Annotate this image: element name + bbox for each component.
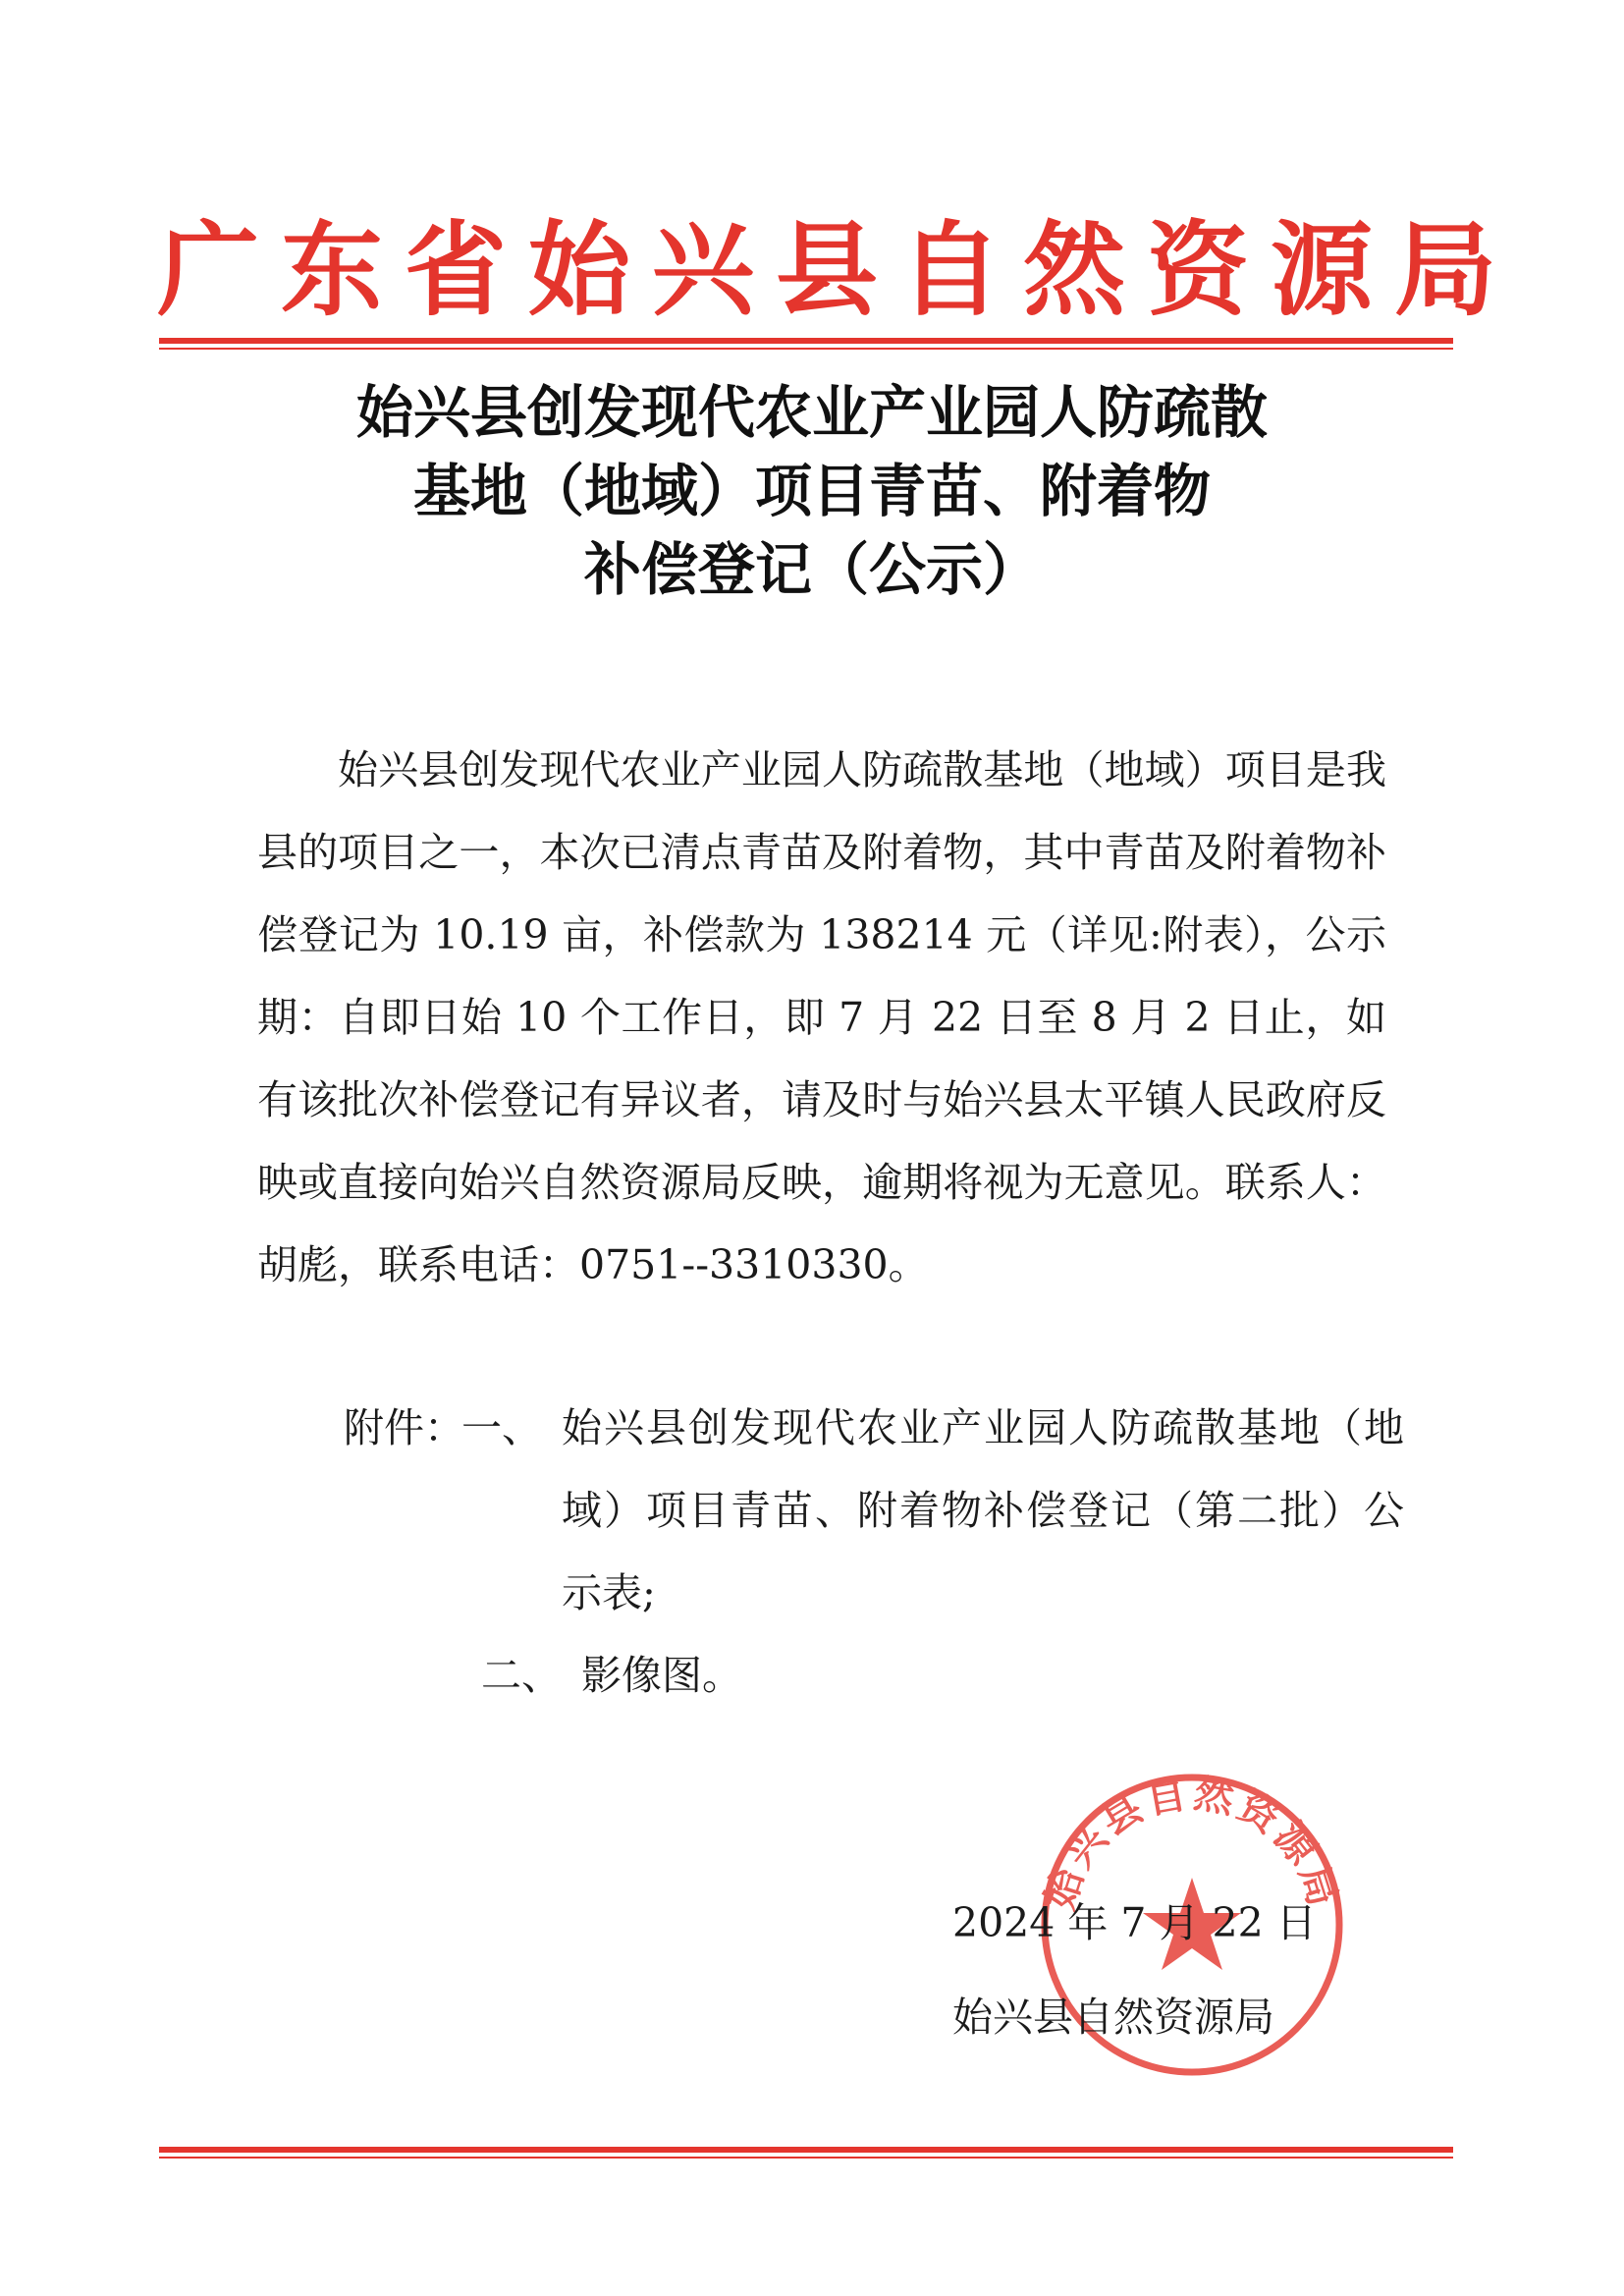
attachment-text: 影像图。 [581,1652,742,1699]
attachment-item [344,1387,1404,1634]
title-line-1: 始兴县创发现代农业产业园人防疏散 [355,379,1268,446]
footer-divider [159,2147,1453,2159]
title-line-3: 补偿登记（公示） [583,536,1040,603]
attachment-number: 一、 [461,1404,542,1451]
seal-text: 始兴县自然资源局 [1036,1770,1348,1916]
attachment-number: 二、 [481,1652,562,1699]
title-line-2: 基地（地域）项目青苗、附着物 [412,458,1211,524]
document-title [196,373,1428,609]
agency-header: 广东省始兴县自然资源局 [157,209,1519,330]
attachment-item [344,1634,1404,1717]
signature-organization: 始兴县自然资源局 [952,1994,1274,2041]
attachments-label: 附件： [344,1404,464,1451]
body-paragraph: 始兴县创发现代农业产业园人防疏散基地（地域）项目是我县的项目之一，本次已清点青苗及附着物，其中青苗及附着物补偿登记为 10.19 亩，补偿款为 138214 元（详见:附表），公示期：自即日始 10 个工作日，即 7 月 22 日至 8 月 2 日止，如有该批次补偿登记有异议者，请及时与始兴县太平镇人民政府反映或直接向始兴自然资源局反映，逾期将视为无意见。联系人：胡彪，联系电话：0751--3310330。 [257,746,1386,1288]
attachments-section [344,1387,1404,1717]
signature-date: 2024 年 7 月 22 日 [952,1899,1317,1946]
attachment-text: 始兴县创发现代农业产业园人防疏散基地（地域）项目青苗、附着物补偿登记（第二批）公示表; [562,1404,1404,1616]
header-divider [159,338,1453,350]
